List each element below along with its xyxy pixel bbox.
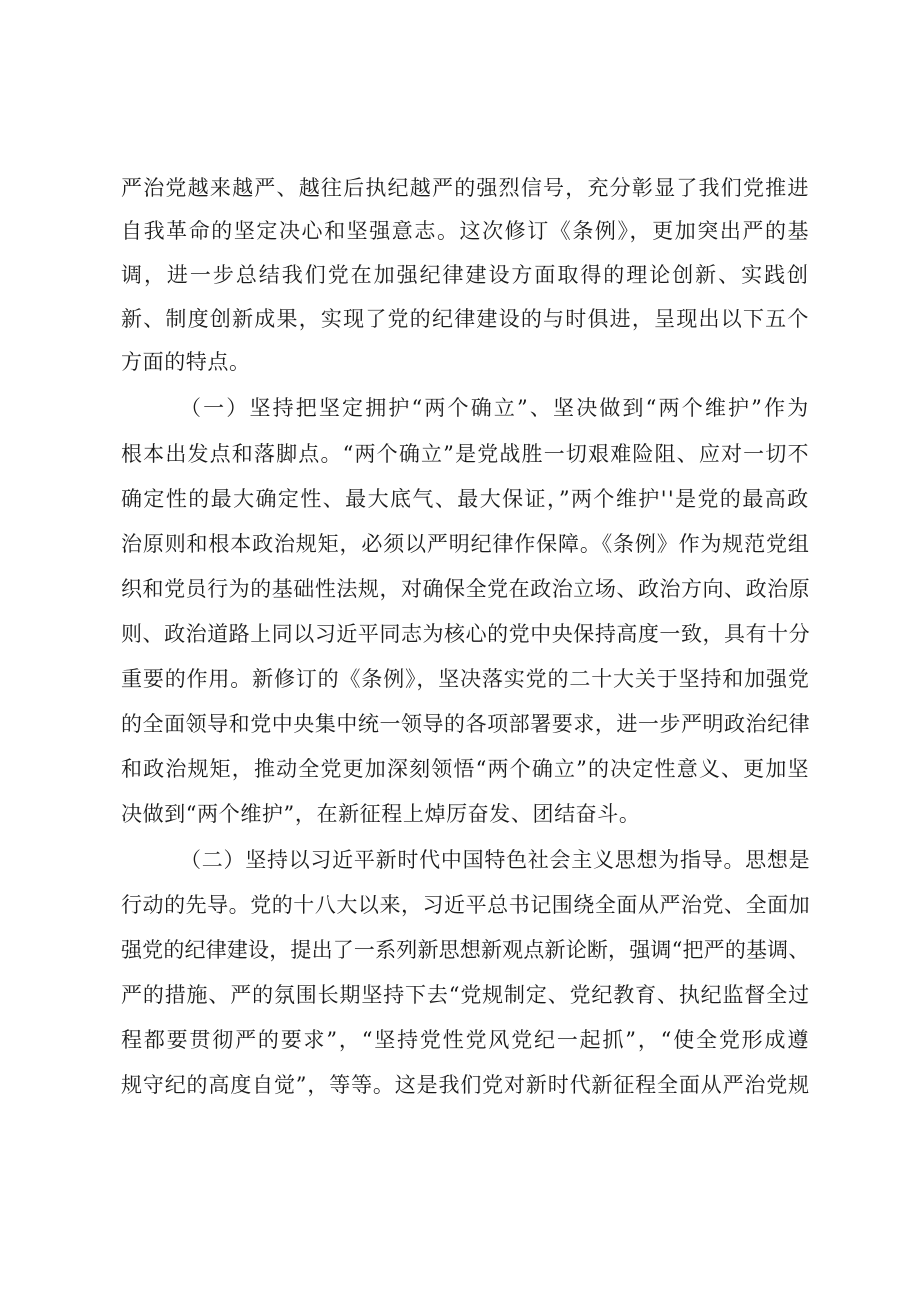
text-line: 方面的特点。 [121, 350, 251, 374]
text-line: 则、政治道路上同以习近平同志为核心的党中央保持高度一致，具有十分 [121, 622, 811, 646]
text-line: 程都要贯彻严的要求”，“坚持党性党风党纪一起抓”，“使全党形成遵 [121, 1028, 811, 1052]
text-line: 行动的先导。党的十八大以来，习近平总书记围绕全面从严治党、全面加 [121, 893, 811, 917]
text-line: 强党的纪律建设，提出了一系列新思想新观点新论断，强调“把严的基调、 [121, 938, 810, 962]
text-line: 和政治规矩，推动全党更加深刻领悟“两个确立”的决定性意义、更加坚 [121, 757, 810, 781]
text-line: 治原则和根本政治规矩，必须以严明纪律作保障。《条例》作为规范党组 [121, 532, 810, 556]
text-line: 规守纪的高度自觉”，等等。这是我们党对新时代新征程全面从严治党规 [121, 1073, 810, 1097]
text-line: 决做到“两个维护”，在新征程上焯厉奋发、团结奋斗。 [121, 802, 641, 826]
text-line: 重要的作用。新修订的《条例》，坚决落实党的二十大关于坚持和加强党 [121, 667, 810, 691]
text-line: 的全面领导和党中央集中统一领导的各项部署要求，进一步严明政治纪律 [121, 712, 811, 736]
text-line: 新、制度创新成果，实现了党的纪律建设的与时俱进，呈现出以下五个 [121, 307, 810, 331]
text-line: 严治党越来越严、越往后执纪越严的强烈信号，充分彰显了我们党推进 [121, 176, 810, 200]
paragraph-heading-2: （二）坚持以习近平新时代中国特色社会主义思想为指导。思想是 [180, 848, 811, 872]
text-line: 严的措施、严的氛围长期坚持下去“党规制定、党纪教育、执纪监督全过 [121, 983, 810, 1007]
text-line: 自我革命的坚定决心和坚强意志。这次修订《条例》，更加突出严的基 [121, 219, 811, 243]
paragraph-heading-1: （一）坚持把坚定拥护“两个确立”、坚决做到“两个维护”作为 [180, 396, 811, 420]
text-line: 确定性的最大确定性、最大底气、最大保证，”两个维护''是党的最高政 [121, 487, 810, 511]
text-line: 根本出发点和落脚点。“两个确立”是党战胜一切艰难险阻、应对一切不 [121, 442, 810, 466]
text-line: 织和党员行为的基础性法规，对确保全党在政治立场、政治方向、政治原 [121, 577, 811, 601]
text-line: 调，进一步总结我们党在加强纪律建设方面取得的理论创新、实践创 [121, 263, 810, 287]
